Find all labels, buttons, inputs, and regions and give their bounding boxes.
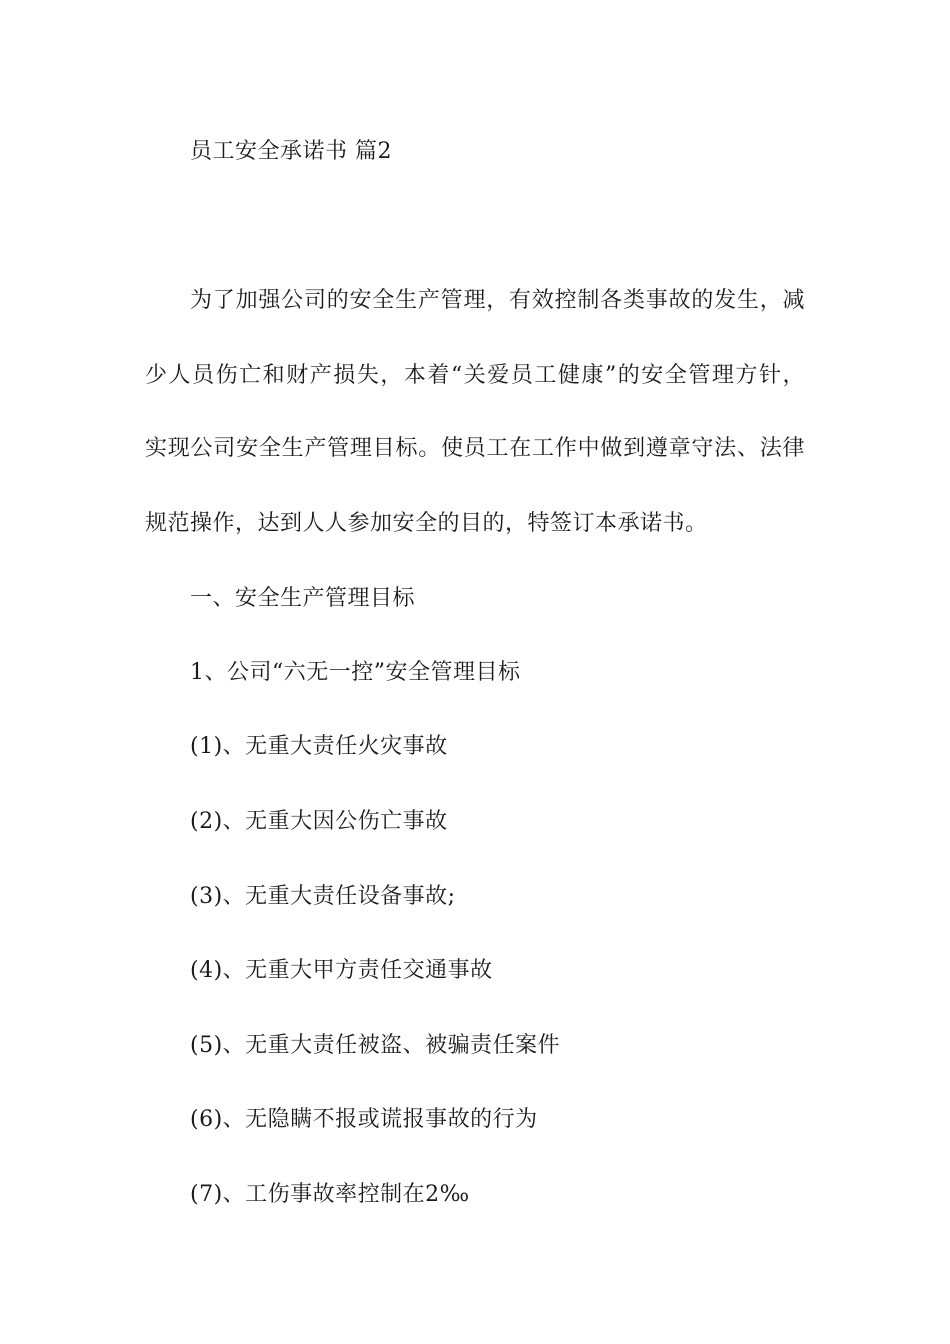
- subsection-heading: 1、公司“六无一控”安全管理目标: [190, 660, 521, 685]
- section-heading: 一、安全生产管理目标: [190, 586, 416, 611]
- list-item: (1)、无重大责任火灾事故: [190, 734, 448, 759]
- list-item: (3)、无重大责任设备事故;: [190, 884, 456, 909]
- intro-line-4: 规范操作，达到人人参加安全的目的，特签订本承诺书。: [145, 511, 708, 536]
- list-item: (4)、无重大甲方责任交通事故: [190, 958, 493, 983]
- list-item: (5)、无重大责任被盗、被骗责任案件: [190, 1033, 561, 1058]
- list-item: (6)、无隐瞒不报或谎报事故的行为: [190, 1107, 538, 1132]
- intro-line-2: 少人员伤亡和财产损失，本着“关爱员工健康”的安全管理方针，: [145, 363, 805, 388]
- list-item: (7)、工伤事故率控制在2‰: [190, 1182, 470, 1207]
- list-item: (2)、无重大因公伤亡事故: [190, 809, 448, 834]
- intro-line-3: 实现公司安全生产管理目标。使员工在工作中做到遵章守法、法律: [145, 436, 805, 461]
- document-title: 员工安全承诺书 篇2: [190, 139, 392, 164]
- intro-line-1: 为了加强公司的安全生产管理，有效控制各类事故的发生，减: [190, 288, 805, 313]
